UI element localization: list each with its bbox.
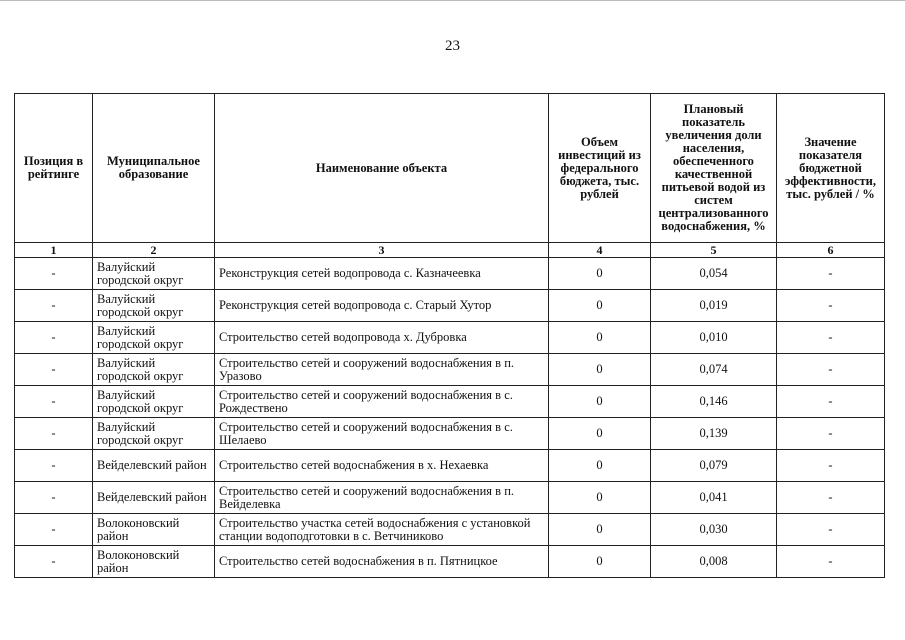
cell-indicator: 0,019	[651, 290, 777, 322]
cell-municipality: Волоконовский район	[93, 546, 215, 578]
table-row	[15, 354, 885, 386]
cell-investment: 0	[549, 354, 651, 386]
cell-municipality: Валуйский городской округ	[93, 354, 215, 386]
cell-municipality: Валуйский городской округ	[93, 290, 215, 322]
cell-municipality: Валуйский городской округ	[93, 322, 215, 354]
header-object: Наименование объекта	[215, 94, 549, 243]
header-row	[15, 94, 885, 243]
cell-investment: 0	[549, 418, 651, 450]
cell-position: -	[15, 386, 93, 418]
header-indicator: Плановый показатель увеличения доли населения, обеспеченного качественной питьевой водой из систем централизованного водоснабжения, %	[651, 94, 777, 243]
cell-position: -	[15, 258, 93, 290]
cell-efficiency: -	[777, 546, 885, 578]
cell-object: Строительство сетей водопровода х. Дубровка	[215, 322, 549, 354]
cell-municipality: Волоконовский район	[93, 514, 215, 546]
cell-indicator: 0,030	[651, 514, 777, 546]
table-row	[15, 546, 885, 578]
cell-object: Строительство сетей водоснабжения в х. Нехаевка	[215, 450, 549, 482]
cell-object: Строительство сетей и сооружений водоснабжения в с. Шелаево	[215, 418, 549, 450]
cell-object: Реконструкция сетей водопровода с. Казначеевка	[215, 258, 549, 290]
table-row	[15, 482, 885, 514]
cell-investment: 0	[549, 450, 651, 482]
cell-position: -	[15, 290, 93, 322]
cell-indicator: 0,146	[651, 386, 777, 418]
cell-position: -	[15, 546, 93, 578]
column-number: 3	[215, 243, 549, 258]
table-row	[15, 258, 885, 290]
table-row	[15, 322, 885, 354]
cell-indicator: 0,074	[651, 354, 777, 386]
cell-object: Строительство сетей и сооружений водоснабжения в п. Вейделевка	[215, 482, 549, 514]
cell-efficiency: -	[777, 290, 885, 322]
cell-object: Строительство участка сетей водоснабжения с установкой станции водоподготовки в с. Ветчиниково	[215, 514, 549, 546]
cell-efficiency: -	[777, 418, 885, 450]
cell-position: -	[15, 450, 93, 482]
cell-indicator: 0,008	[651, 546, 777, 578]
cell-object: Строительство сетей и сооружений водоснабжения в п. Уразово	[215, 354, 549, 386]
cell-object: Строительство сетей и сооружений водоснабжения в с. Рождествено	[215, 386, 549, 418]
cell-efficiency: -	[777, 514, 885, 546]
cell-indicator: 0,079	[651, 450, 777, 482]
cell-efficiency: -	[777, 354, 885, 386]
table-row	[15, 514, 885, 546]
cell-investment: 0	[549, 482, 651, 514]
header-position: Позиция в рейтинге	[15, 94, 93, 243]
cell-indicator: 0,010	[651, 322, 777, 354]
table-row	[15, 418, 885, 450]
scan-top-edge	[0, 0, 905, 1]
page-number: 23	[445, 38, 460, 54]
cell-investment: 0	[549, 290, 651, 322]
cell-municipality: Вейделевский район	[93, 482, 215, 514]
table-row	[15, 290, 885, 322]
cell-investment: 0	[549, 258, 651, 290]
cell-efficiency: -	[777, 258, 885, 290]
cell-investment: 0	[549, 386, 651, 418]
column-number-row	[15, 243, 885, 258]
column-number: 6	[777, 243, 885, 258]
cell-efficiency: -	[777, 450, 885, 482]
cell-indicator: 0,054	[651, 258, 777, 290]
header-investment: Объем инвестиций из федерального бюджета, тыс. рублей	[549, 94, 651, 243]
cell-indicator: 0,139	[651, 418, 777, 450]
header-efficiency: Значение показателя бюджетной эффективности, тыс. рублей / %	[777, 94, 885, 243]
cell-municipality: Валуйский городской округ	[93, 418, 215, 450]
cell-investment: 0	[549, 546, 651, 578]
cell-position: -	[15, 322, 93, 354]
column-number: 5	[651, 243, 777, 258]
table-row	[15, 386, 885, 418]
cell-municipality: Вейделевский район	[93, 450, 215, 482]
cell-position: -	[15, 354, 93, 386]
cell-position: -	[15, 482, 93, 514]
column-number: 2	[93, 243, 215, 258]
header-municipality: Муниципальное образование	[93, 94, 215, 243]
cell-object: Реконструкция сетей водопровода с. Старый Хутор	[215, 290, 549, 322]
column-number: 1	[15, 243, 93, 258]
cell-position: -	[15, 418, 93, 450]
table-row	[15, 450, 885, 482]
cell-indicator: 0,041	[651, 482, 777, 514]
cell-municipality: Валуйский городской округ	[93, 386, 215, 418]
column-number: 4	[549, 243, 651, 258]
cell-municipality: Валуйский городской округ	[93, 258, 215, 290]
cell-efficiency: -	[777, 322, 885, 354]
cell-investment: 0	[549, 514, 651, 546]
cell-investment: 0	[549, 322, 651, 354]
cell-object: Строительство сетей водоснабжения в п. Пятницкое	[215, 546, 549, 578]
cell-efficiency: -	[777, 386, 885, 418]
cell-efficiency: -	[777, 482, 885, 514]
investment-table	[14, 93, 885, 578]
cell-position: -	[15, 514, 93, 546]
